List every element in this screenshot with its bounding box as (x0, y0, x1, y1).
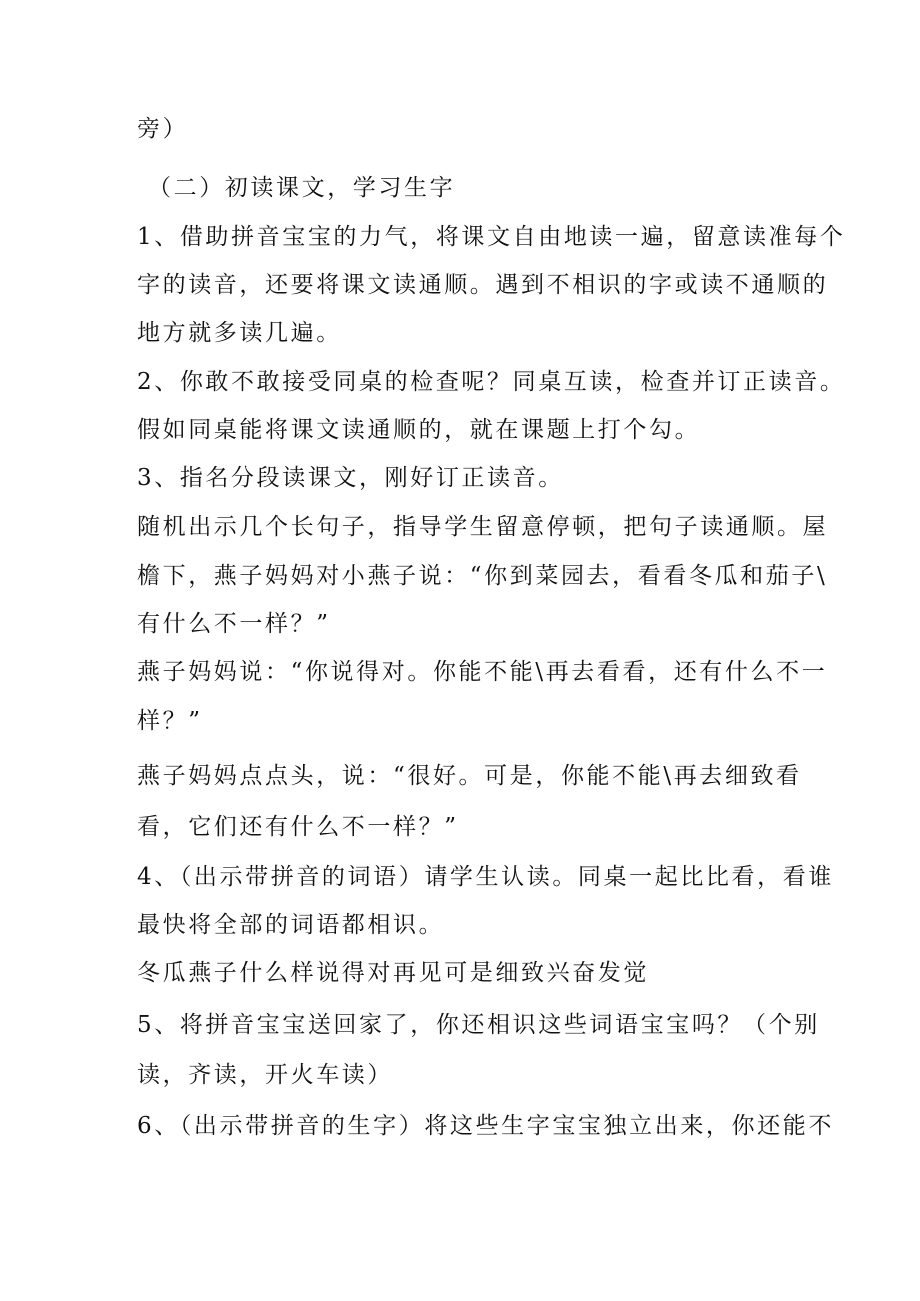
text-line-14: 燕子妈妈点点头，说：“很好。可是，你能不能\再去细致看 (137, 763, 802, 789)
text-line-11: 有什么不一样？” (137, 611, 331, 637)
text-line-19: 5、将拼音宝宝送回家了，你还相识这些词语宝宝吗？（个别 (137, 1012, 820, 1038)
text-line-21: 6、（出示带拼音的生字）将这些生字宝宝独立出来，你还能不 (137, 1113, 834, 1139)
text-line-1: 旁） (137, 116, 189, 142)
word-list: 冬瓜燕子什么样说得对再见可是细致兴奋发觉 (137, 960, 649, 986)
text-line-6: 2、你敢不敢接受同桌的检查呢？同桌互读，检查并订正读音。 (137, 369, 846, 395)
text-line-16: 4、（出示带拼音的词语）请学生认读。同桌一起比比看，看谁 (137, 864, 834, 890)
text-line-3: 1、借助拼音宝宝的力气，将课文自由地读一遍，留意读准每个 (137, 224, 846, 250)
text-line-9: 随机出示几个长句子，指导学生留意停顿，把句子读通顺。屋 (137, 514, 829, 540)
text-line-15: 看，它们还有什么不一样？” (137, 814, 459, 840)
text-line-8: 3、指名分段读课文，刚好订正读音。 (137, 465, 564, 491)
text-line-13: 样？” (137, 708, 203, 734)
section-heading: （二）初读课文，学习生字 (148, 175, 456, 201)
text-line-10: 檐下，燕子妈妈对小燕子说：“你到菜园去，看看冬瓜和茄子\ (137, 563, 828, 589)
text-line-20: 读，齐读，开火车读） (137, 1062, 393, 1088)
text-line-17: 最快将全部的词语都相识。 (137, 912, 445, 938)
text-line-7: 假如同桌能将课文读通顺的，就在课题上打个勾。 (137, 417, 701, 443)
text-line-12: 燕子妈妈说：“你说得对。你能不能\再去看看，还有什么不一 (137, 659, 828, 685)
text-line-4: 字的读音，还要将课文读通顺。遇到不相识的字或读不通顺的 (137, 272, 829, 298)
text-line-5: 地方就多读几遍。 (137, 320, 342, 346)
